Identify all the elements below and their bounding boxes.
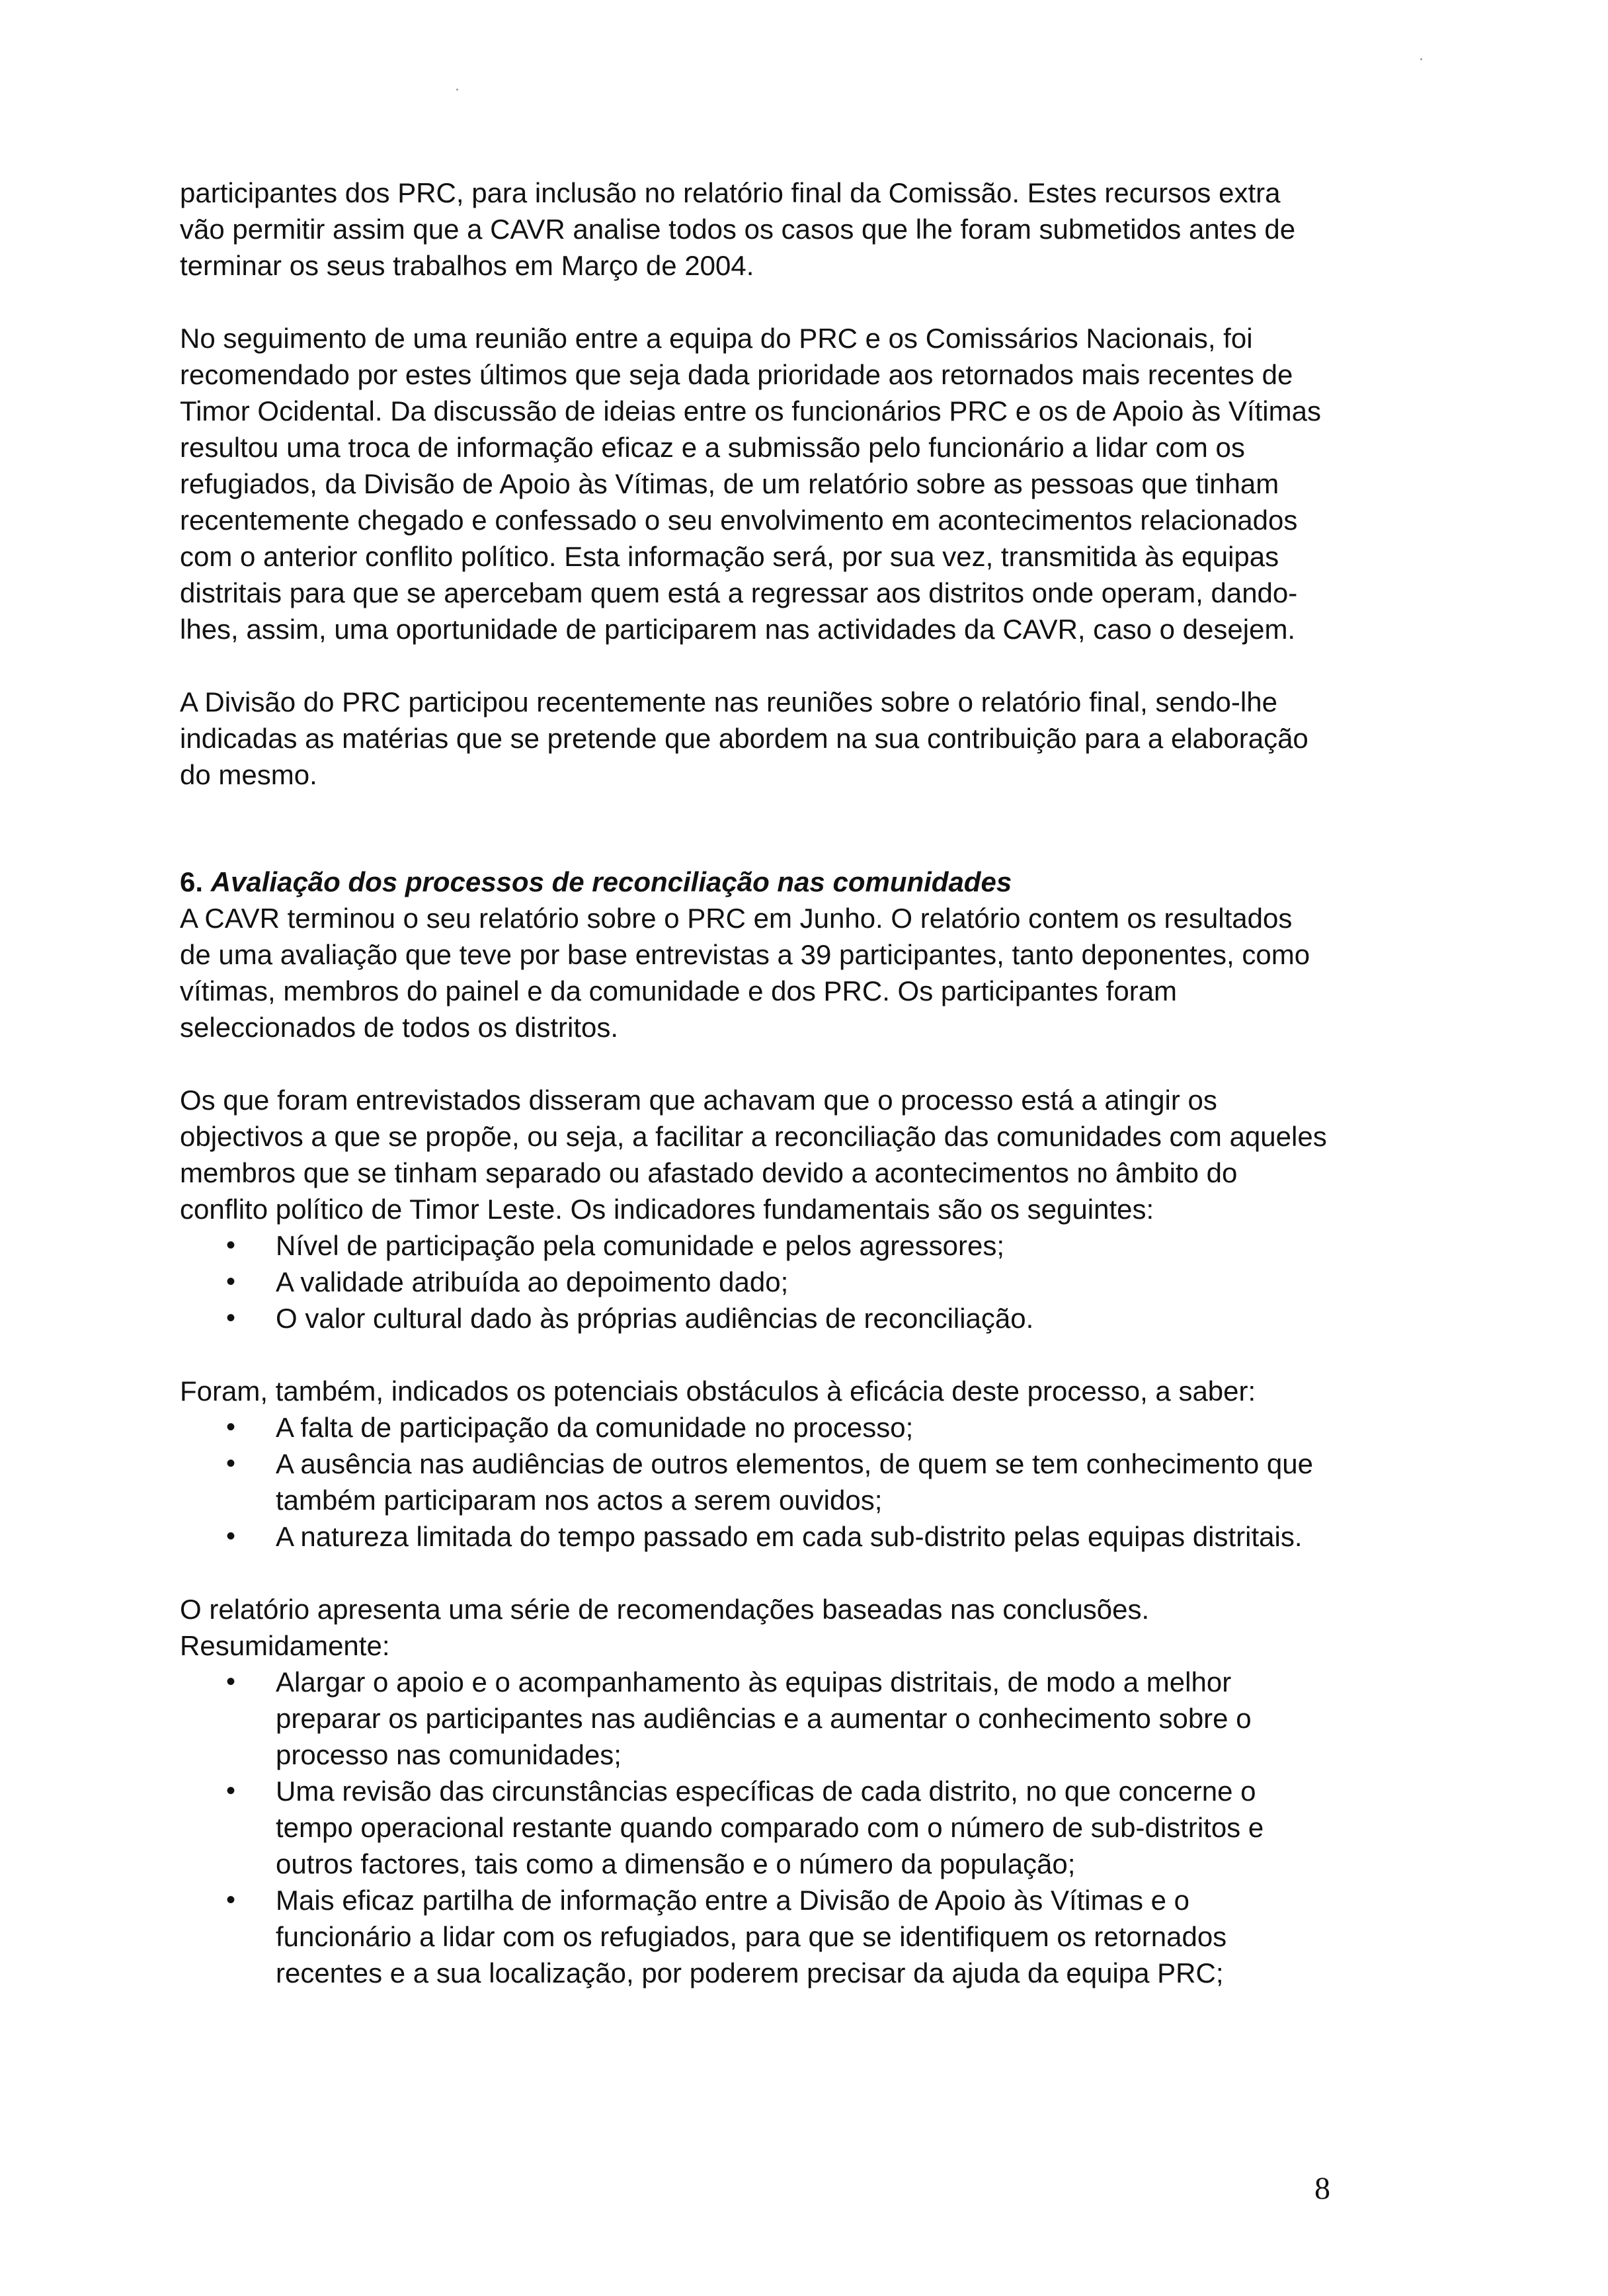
section-number: 6. [180, 866, 204, 897]
indicators-list [180, 1227, 1330, 1336]
paragraph-returnees-priority: No seguimento de uma reunião entre a equipa do PRC e os Comissários Nacionais, foi recomendado por estes últimos que seja dada prioridade aos retornados mais recentes de Timor Ocidental. Da discussão de ideias entre os funcionários PRC e os de Apoio às Vítimas resultou uma troca de informação eficaz e a submissão pelo funcionário a lidar com os refugiados, da Divisão de Apoio às Vítimas, de um relatório sobre as pessoas que tinham recentemente chegado e confessado o seu envolvimento em acontecimentos relacionados com o anterior conflito político. Esta informação será, por sua vez, transmitida às equipas distritais para que se apercebam quem está a regressar aos distritos onde operam, dando-lhes, assim, uma oportunidade de participarem nas actividades da CAVR, caso o desejem. [180, 323, 1321, 645]
recommendations-list [180, 1664, 1330, 1991]
obstacles-list [180, 1409, 1330, 1555]
scan-speck [456, 89, 458, 91]
list-item: • Nível de participação pela comunidade e pelos agressores; [180, 1227, 1330, 1264]
list-item: • O valor cultural dado às próprias audiências de reconciliação. [180, 1300, 1330, 1336]
list-item: • A validade atribuída ao depoimento dado; [180, 1264, 1330, 1300]
list-item: • Uma revisão das circunstâncias específicas de cada distrito, no que concerne o tempo operacional restante quando comparado com o número de sub-distritos e outros factores, tais como a dimensão e o número da população; [180, 1773, 1330, 1882]
page-body [180, 175, 1330, 2028]
indicators-intro: Os que foram entrevistados disseram que achavam que o processo está a atingir os objectivos a que se propõe, ou seja, a facilitar a reconciliação das comunidades com aqueles membros que se tinham separado ou afastado devido a acontecimentos no âmbito do conflito político de Timor Leste. Os indicadores fundamentais são os seguintes: [180, 1085, 1327, 1225]
list-item: • Mais eficaz partilha de informação entre a Divisão de Apoio às Vítimas e o funcionário a lidar com os refugiados, para que se identifiquem os retornados recentes e a sua localização, por poderem precisar da ajuda da equipa PRC; [180, 1882, 1330, 1991]
list-item: • Alargar o apoio e o acompanhamento às equipas distritais, de modo a melhor preparar os participantes nas audiências e a aumentar o conhecimento sobre o processo nas comunidades; [180, 1664, 1330, 1773]
section-spacer [180, 829, 1330, 864]
paragraph-prc-resources: participantes dos PRC, para inclusão no relatório final da Comissão. Estes recursos extra vão permitir assim que a CAVR analise todos os casos que lhe foram submetidos antes de terminar os seus trabalhos em Março de 2004. [180, 177, 1296, 281]
section-intro: A CAVR terminou o seu relatório sobre o PRC em Junho. O relatório contem os resultados de uma avaliação que teve por base entrevistas a 39 participantes, tanto deponentes, como vítimas, membros do painel e da comunidade e dos PRC. Os participantes foram seleccionados de todos os distritos. [180, 903, 1310, 1043]
obstacles-intro: Foram, também, indicados os potenciais obstáculos à eficácia deste processo, a saber: [180, 1375, 1256, 1407]
section-heading [180, 864, 1330, 900]
paragraph-final-report-meetings: A Divisão do PRC participou recentemente nas reuniões sobre o relatório final, sendo-lhe indicadas as matérias que se pretende que abordem na sua contribuição para a elaboração do mesmo. [180, 686, 1308, 790]
section-title: Avaliação dos processos de reconciliação nas comunidades [210, 866, 1012, 897]
list-item: • A natureza limitada do tempo passado em cada sub-distrito pelas equipas distritais. [180, 1518, 1330, 1555]
list-item: • A falta de participação da comunidade no processo; [180, 1409, 1330, 1446]
list-item: • A ausência nas audiências de outros elementos, de quem se tem conhecimento que também participaram nos actos a serem ouvidos; [180, 1446, 1330, 1518]
page-number: 8 [1314, 2171, 1330, 2206]
recommendations-intro: O relatório apresenta uma série de recomendações baseadas nas conclusões. Resumidamente: [180, 1594, 1150, 1661]
scan-speck [1420, 58, 1422, 60]
